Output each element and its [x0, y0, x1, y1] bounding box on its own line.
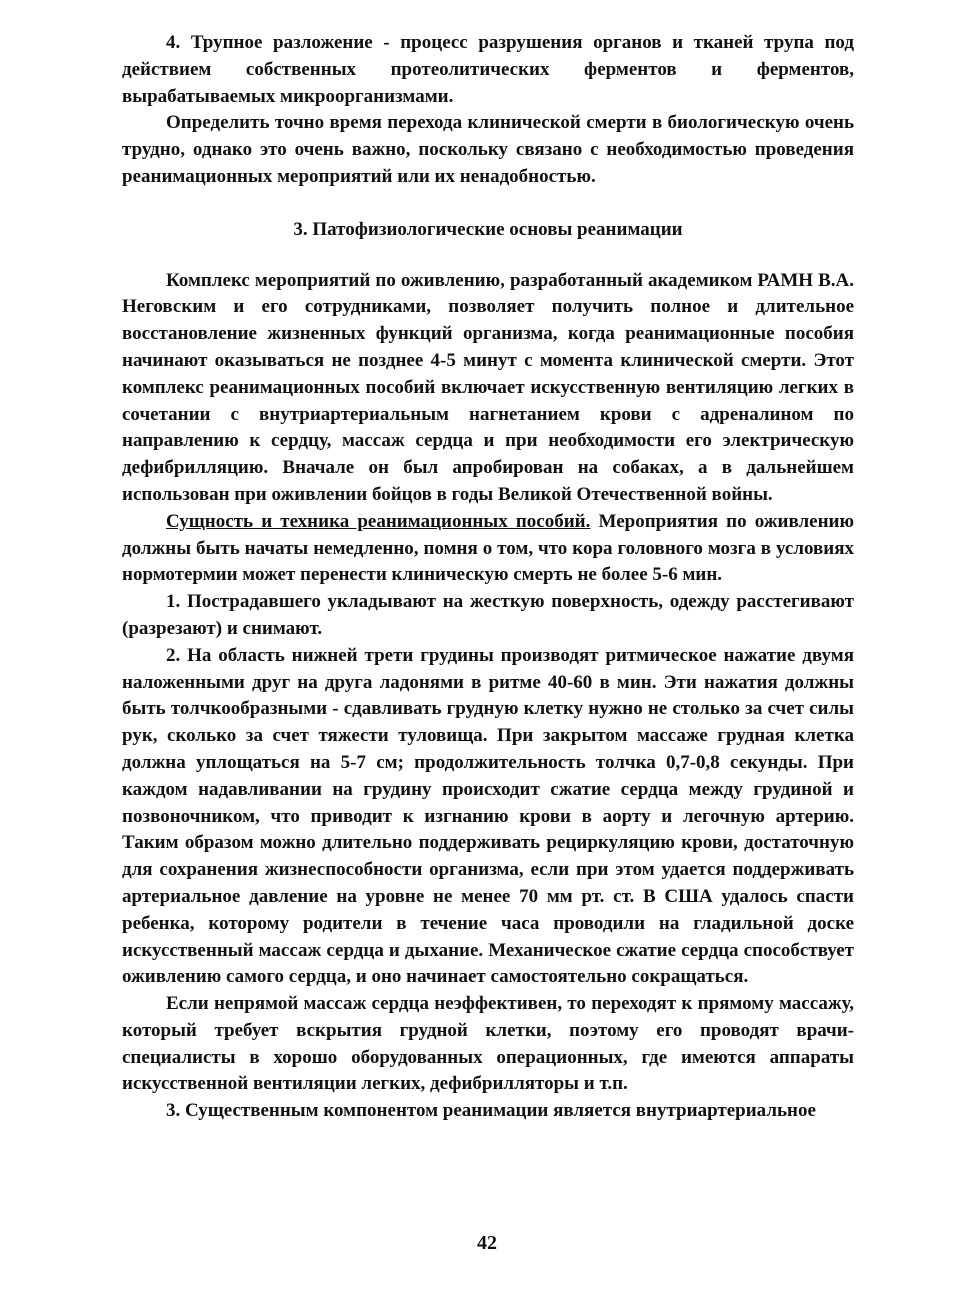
paragraph-death-transition: Определить точно время перехода клинической смерти в биологическую очень трудно, однако это очень важно, поскольку связано с необходимостью проведения реанимационных мероприятий или их ненадобностью. — [122, 112, 854, 187]
page-number: 42 — [477, 1232, 497, 1254]
paragraph-direct-massage: Если непрямой массаж сердца неэффективен, то переходят к прямому массажу, который требует вскрытия грудной клетки, поэтому его проводят врачи-специалисты в хорошо оборудованных операционных, где имеются аппараты искусственной вентиляции легких, дефибрилляторы и т.п. — [122, 993, 854, 1095]
paragraph-putrefaction: 4. Трупное разложение - процесс разрушения органов и тканей трупа под действием собственных протеолитических ферментов и ферментов, вырабатываемых микроорганизмами. — [122, 32, 854, 107]
paragraph-negovsky-complex: Комплекс мероприятий по оживлению, разработанный академиком РАМН В.А. Неговским и его сотрудниками, позволяет получить полное и длительное восстановление жизненных функций организма, когда реанимационные пособия начинают оказываться не позднее 4-5 минут с момента клинической смерти. Этот комплекс реанимационных пособий включает искусственную вентиляцию легких в сочетании с внутриартериальным нагнетанием крови с адреналином по направлению к сердцу, массаж сердца и при необходимости его электрическую дефибрилляцию. Вначале он был апробирован на собаках, а в дальнейшем использован при оживлении бойцов в годы Великой Отечественной войны. — [122, 269, 854, 505]
paragraph-step-1: 1. Пострадавшего укладывают на жесткую поверхность, одежду расстегивают (разрезают) и снимают. — [122, 591, 854, 639]
paragraph-essence-text: Мероприятия по оживлению должны быть начаты немедленно, помня о том, что кора головного мозга в условиях нормотермии может перенести клиническую смерть не более 5-6 мин. — [122, 510, 855, 586]
underlined-subheading: Сущность и техника реанимационных пособий. — [166, 510, 591, 532]
document-page — [122, 30, 854, 1125]
section-heading: 3. Патофизиологические основы реанимации — [293, 218, 683, 240]
paragraph-step-2: 2. На область нижней трети грудины производят ритмическое нажатие двумя наложенными друг на друга ладонями в ритме 40-60 в мин. Эти нажатия должны быть толчкообразными - сдавливать грудную клетку нужно не столько за счет силы рук, сколько за счет тяжести туловища. При закрытом массаже грудная клетка должна уплощаться на 5-7 см; продолжительность толчка 0,7-0,8 секунды. При каждом надавливании на грудину происходит сжатие сердца между грудиной и позвоночником, что приводит к изгнанию крови в аорту и легочную артерию. Таким образом можно длительно поддерживать рециркуляцию крови, достаточную для сохранения жизнеспособности организма, если при этом удается поддерживать артериальное давление на уровне не менее 70 мм рт. ст. В США удалось спасти ребенка, которому родители в течение часа проводили на гладильной доске искусственный массаж сердца и дыхание. Механическое сжатие сердца способствует оживлению самого сердца, и оно начинает самостоятельно сокращаться. — [122, 644, 854, 988]
paragraph-essence-technique — [122, 509, 854, 589]
paragraph-step-3: 3. Существенным компонентом реанимации является внутриартериальное — [166, 1100, 816, 1122]
